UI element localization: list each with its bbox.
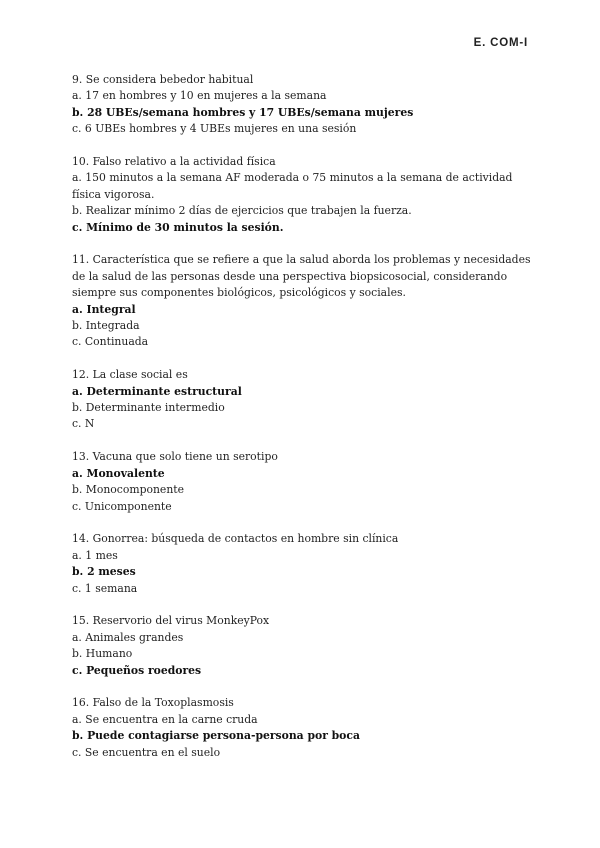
answer-option-correct: a. Integral [72,302,136,316]
answer-option: c. Unicomponente [72,499,172,513]
answer-option-correct: b. Puede contagiarse persona-persona por boca [72,729,360,743]
question-text: 12. La clase social es [72,368,188,382]
answer-option: c. N [72,417,95,431]
question-block [72,367,534,433]
question-block [72,154,534,236]
answer-option-correct: c. Pequeños roedores [72,663,202,677]
answer-option: c. 1 semana [72,581,138,595]
answer-option-correct: a. Monovalente [72,466,165,480]
question-text: 9. Se considera bebedor habitual [72,73,254,86]
answer-option: b. Determinante intermedio [72,401,225,415]
answer-option: b. Humano [72,647,133,661]
answer-option: a. Animales grandes [72,630,184,644]
question-text: 16. Falso de la Toxoplasmosis [72,696,234,710]
answer-option-correct: a. Determinante estructural [72,384,242,398]
question-list [72,72,534,777]
question-block [72,449,534,515]
question-text: 14. Gonorrea: búsqueda de contactos en hombre sin clínica [72,532,399,546]
answer-option: a. 150 minutos a la semana AF moderada o 75 minutos a la semana de actividad física vigorosa. [72,171,513,201]
answer-option: c. 6 UBEs hombres y 4 UBEs mujeres en una sesión [72,122,357,136]
question-block [72,613,534,679]
question-text: 11. Característica que se refiere a que la salud aborda los problemas y necesidades de la salud de las personas desde una perspectiva biopsicosocial, considerando siempre sus componentes biológicos, psicológicos y sociales. [72,253,531,300]
answer-option: b. Monocomponente [72,483,185,497]
answer-option: a. 17 en hombres y 10 en mujeres a la semana [72,89,327,103]
answer-option: a. 1 mes [72,548,118,562]
question-block [72,252,534,350]
question-text: 10. Falso relativo a la actividad física [72,155,276,169]
answer-option: b. Realizar mínimo 2 días de ejercicios que trabajen la fuerza. [72,204,412,218]
question-block [72,72,534,138]
answer-option: c. Se encuentra en el suelo [72,745,221,759]
answer-option: a. Se encuentra en la carne cruda [72,712,258,726]
answer-option-correct: b. 28 UBEs/semana hombres y 17 UBEs/semana mujeres [72,105,414,119]
answer-option: b. Integrada [72,319,140,333]
answer-option: c. Continuada [72,335,149,349]
page-header-tag: E. COM-I [473,37,528,49]
question-text: 15. Reservorio del virus MonkeyPox [72,614,270,628]
answer-option-correct: c. Mínimo de 30 minutos la sesión. [72,220,284,234]
answer-option-correct: b. 2 meses [72,565,136,579]
question-block [72,695,534,761]
question-block [72,531,534,597]
question-text: 13. Vacuna que solo tiene un serotipo [72,450,278,464]
